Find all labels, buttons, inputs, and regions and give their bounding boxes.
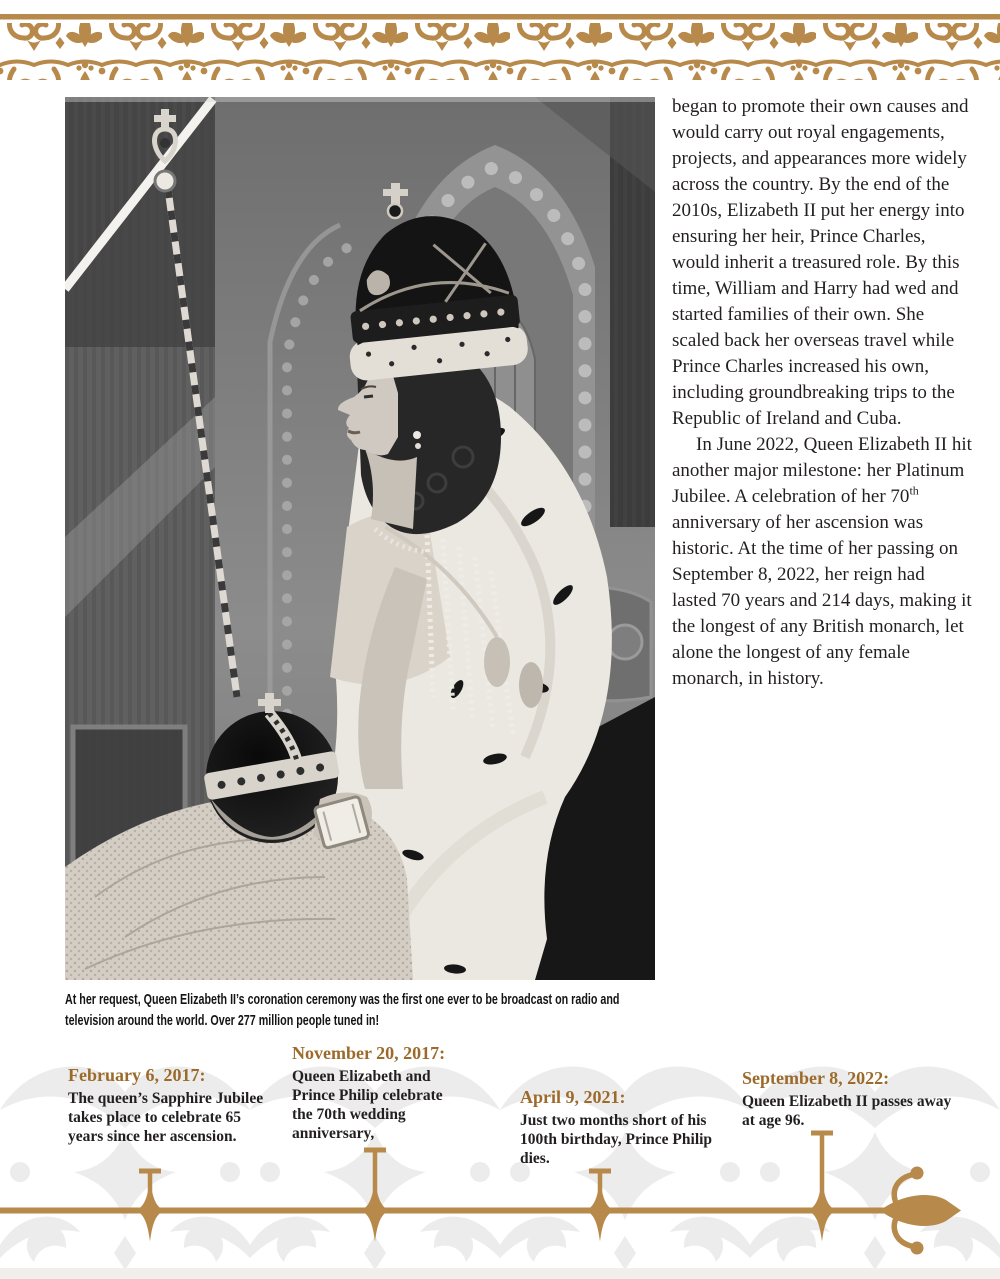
timeline-event-3-text: Just two months short of his 100th birthday, Prince Philip dies. bbox=[520, 1112, 713, 1167]
timeline-event-1-text: The queen’s Sapphire Jubilee takes place to celebrate 65 years since her ascension. bbox=[68, 1090, 264, 1145]
paragraph-1: began to promote their own causes and would carry out royal engagements, projects, and appearances more widely across the country. By the end of the 2010s, Elizabeth II put her energy into ensuring her heir, Prince Charles, would inherit a treasured role. By this time, William and Harry had wed and started families of their own. She scaled back her overseas travel while Prince Charles increased his own, including groundbreaking trips to the Republic of Ireland and Cuba. bbox=[672, 96, 969, 429]
body-text-column bbox=[672, 94, 972, 692]
paragraph-2-text-cont: anniversary of her ascension was historic. At the time of her passing on September 8, 2022, her reign had lasted 70 years and 214 days, making it the longest of any British monarch, let alone the longest of any female monarch, in history. bbox=[672, 512, 972, 689]
coronation-photo bbox=[65, 97, 655, 980]
timeline-event-2-date: November 20, 2017: bbox=[292, 1043, 446, 1063]
paragraph-2 bbox=[672, 432, 972, 692]
timeline-event-1 bbox=[68, 1064, 273, 1146]
timeline-event-3-date: April 9, 2021: bbox=[520, 1087, 626, 1107]
paragraph-2-text: In June 2022, Queen Elizabeth II hit another major milestone: her Platinum Jubilee. A celebration of her 70 bbox=[672, 434, 972, 507]
timeline-event-3 bbox=[520, 1086, 716, 1168]
timeline-event-1-date: February 6, 2017: bbox=[68, 1065, 206, 1085]
timeline-event-4-text: Queen Elizabeth II passes away at age 96. bbox=[742, 1093, 952, 1129]
bottom-strip bbox=[0, 1268, 1000, 1279]
timeline-event-4 bbox=[742, 1067, 957, 1130]
top-ornamental-border-icon bbox=[0, 0, 1000, 80]
timeline-event-4-date: September 8, 2022: bbox=[742, 1068, 890, 1088]
timeline-event-2 bbox=[292, 1042, 464, 1143]
photo-caption: At her request, Queen Elizabeth II’s coronation ceremony was the first one ever to be broadcast on radio and television around the world. Over 277 million people tuned in! bbox=[65, 991, 620, 1029]
ordinal-superscript: th bbox=[909, 483, 919, 498]
timeline-event-2-text: Queen Elizabeth and Prince Philip celebrate the 70th wedding anniversary, bbox=[292, 1068, 443, 1142]
